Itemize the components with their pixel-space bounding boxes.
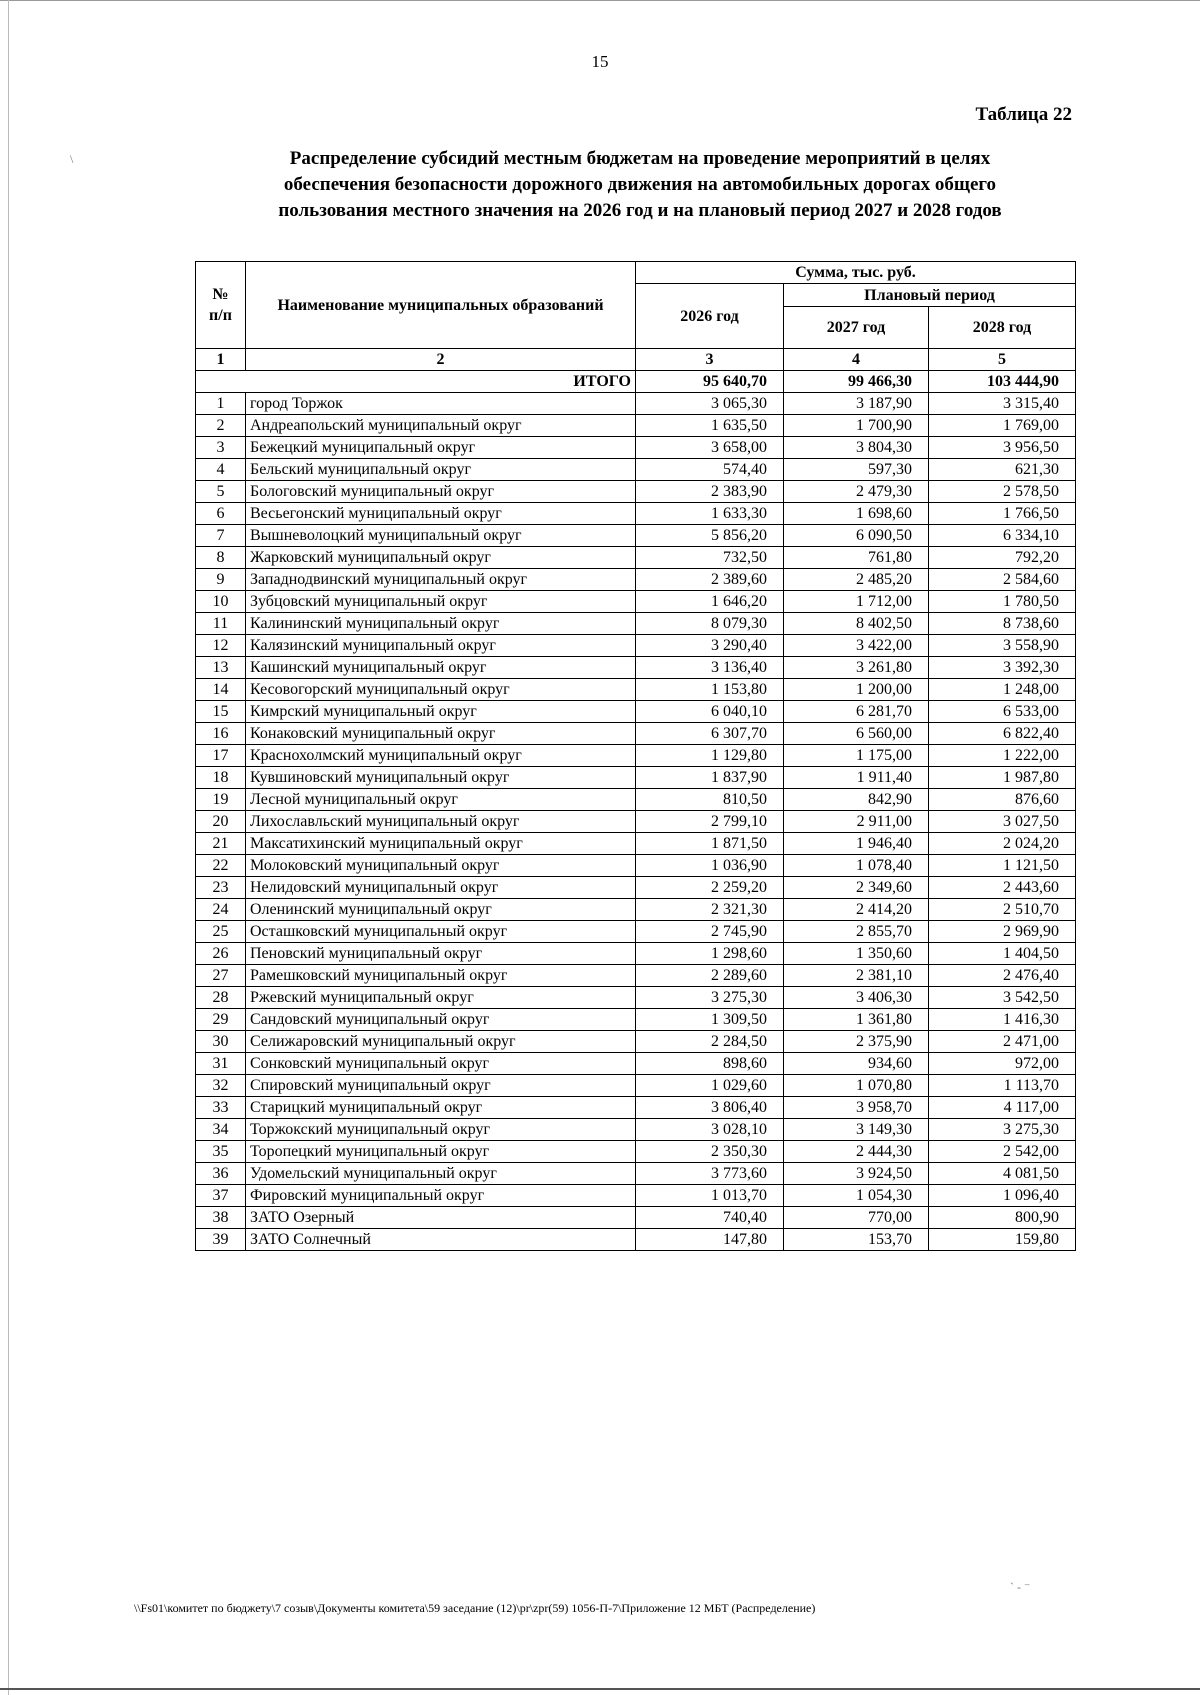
value-2026: 2 289,60 — [636, 965, 784, 987]
row-number: 26 — [196, 943, 246, 965]
municipality-name: Конаковский муниципальный округ — [246, 723, 636, 745]
scan-speck: ` - ⁻ — [1010, 1580, 1031, 1594]
row-number: 32 — [196, 1075, 246, 1097]
municipality-name: Ржевский муниципальный округ — [246, 987, 636, 1009]
municipality-name: Селижаровский муниципальный округ — [246, 1031, 636, 1053]
value-2027: 1 070,80 — [784, 1075, 929, 1097]
row-number: 31 — [196, 1053, 246, 1075]
scan-edge-left — [8, 0, 9, 1695]
table-row — [196, 1009, 1076, 1031]
value-2028: 876,60 — [929, 789, 1076, 811]
header-year-2028: 2028 год — [929, 307, 1076, 349]
table-row — [196, 921, 1076, 943]
value-2026: 1 153,80 — [636, 679, 784, 701]
row-number: 18 — [196, 767, 246, 789]
value-2028: 2 443,60 — [929, 877, 1076, 899]
row-number: 4 — [196, 459, 246, 481]
value-2026: 2 321,30 — [636, 899, 784, 921]
value-2026: 1 309,50 — [636, 1009, 784, 1031]
value-2027: 842,90 — [784, 789, 929, 811]
table-row — [196, 701, 1076, 723]
table-row — [196, 547, 1076, 569]
municipality-name: Кувшиновский муниципальный округ — [246, 767, 636, 789]
column-number: 1 — [196, 349, 246, 371]
value-2027: 2 855,70 — [784, 921, 929, 943]
value-2026: 2 259,20 — [636, 877, 784, 899]
value-2028: 1 404,50 — [929, 943, 1076, 965]
row-number: 3 — [196, 437, 246, 459]
value-2027: 1 361,80 — [784, 1009, 929, 1031]
value-2027: 1 175,00 — [784, 745, 929, 767]
value-2028: 3 956,50 — [929, 437, 1076, 459]
value-2026: 6 307,70 — [636, 723, 784, 745]
value-2027: 6 560,00 — [784, 723, 929, 745]
municipality-name: Фировский муниципальный округ — [246, 1185, 636, 1207]
table-row — [196, 1163, 1076, 1185]
value-2028: 1 121,50 — [929, 855, 1076, 877]
total-label: ИТОГО — [196, 371, 636, 393]
table-row — [196, 569, 1076, 591]
value-2027: 1 200,00 — [784, 679, 929, 701]
municipality-name: город Торжок — [246, 393, 636, 415]
value-2027: 3 261,80 — [784, 657, 929, 679]
municipality-name: Бологовский муниципальный округ — [246, 481, 636, 503]
municipality-name: Краснохолмский муниципальный округ — [246, 745, 636, 767]
column-number: 2 — [246, 349, 636, 371]
value-2026: 740,40 — [636, 1207, 784, 1229]
value-2028: 2 510,70 — [929, 899, 1076, 921]
value-2028: 2 542,00 — [929, 1141, 1076, 1163]
value-2028: 6 334,10 — [929, 525, 1076, 547]
value-2026: 3 773,60 — [636, 1163, 784, 1185]
value-2027: 2 444,30 — [784, 1141, 929, 1163]
value-2028: 2 476,40 — [929, 965, 1076, 987]
municipality-name: Торжокский муниципальный округ — [246, 1119, 636, 1141]
value-2028: 159,80 — [929, 1229, 1076, 1251]
value-2027: 1 946,40 — [784, 833, 929, 855]
value-2028: 1 780,50 — [929, 591, 1076, 613]
header-number-symbol: № — [212, 286, 229, 303]
value-2026: 1 029,60 — [636, 1075, 784, 1097]
row-number: 29 — [196, 1009, 246, 1031]
value-2027: 8 402,50 — [784, 613, 929, 635]
value-2028: 6 533,00 — [929, 701, 1076, 723]
table-row — [196, 393, 1076, 415]
municipality-name: Зубцовский муниципальный округ — [246, 591, 636, 613]
value-2027: 934,60 — [784, 1053, 929, 1075]
municipality-name: Западнодвинский муниципальный округ — [246, 569, 636, 591]
value-2028: 4 081,50 — [929, 1163, 1076, 1185]
value-2026: 3 658,00 — [636, 437, 784, 459]
row-number: 20 — [196, 811, 246, 833]
row-number: 7 — [196, 525, 246, 547]
value-2026: 574,40 — [636, 459, 784, 481]
value-2026: 2 284,50 — [636, 1031, 784, 1053]
value-2026: 3 065,30 — [636, 393, 784, 415]
value-2026: 2 350,30 — [636, 1141, 784, 1163]
row-number: 21 — [196, 833, 246, 855]
municipality-name: Торопецкий муниципальный округ — [246, 1141, 636, 1163]
table-row — [196, 833, 1076, 855]
value-2028: 1 248,00 — [929, 679, 1076, 701]
row-number: 37 — [196, 1185, 246, 1207]
value-2026: 1 635,50 — [636, 415, 784, 437]
header-number — [196, 262, 246, 349]
header-year-2026: 2026 год — [636, 284, 784, 349]
title-line: пользования местного значения на 2026 год и на плановый период 2027 и 2028 годов — [278, 200, 1002, 221]
municipality-name: Максатихинский муниципальный округ — [246, 833, 636, 855]
scan-edge-bottom — [0, 1688, 1200, 1690]
value-2026: 3 136,40 — [636, 657, 784, 679]
value-2028: 3 275,30 — [929, 1119, 1076, 1141]
value-2027: 1 911,40 — [784, 767, 929, 789]
value-2026: 2 383,90 — [636, 481, 784, 503]
value-2028: 2 024,20 — [929, 833, 1076, 855]
row-number: 15 — [196, 701, 246, 723]
table-row — [196, 767, 1076, 789]
value-2028: 621,30 — [929, 459, 1076, 481]
row-number: 38 — [196, 1207, 246, 1229]
value-2028: 2 584,60 — [929, 569, 1076, 591]
municipality-name: Калининский муниципальный округ — [246, 613, 636, 635]
value-2026: 1 036,90 — [636, 855, 784, 877]
value-2027: 2 479,30 — [784, 481, 929, 503]
value-2026: 5 856,20 — [636, 525, 784, 547]
document-title — [200, 146, 1080, 224]
scan-edge-top — [0, 0, 1200, 1]
table-row — [196, 459, 1076, 481]
value-2028: 1 096,40 — [929, 1185, 1076, 1207]
municipality-name: Сонковский муниципальный округ — [246, 1053, 636, 1075]
value-2028: 972,00 — [929, 1053, 1076, 1075]
municipality-name: ЗАТО Озерный — [246, 1207, 636, 1229]
municipality-name: Калязинский муниципальный округ — [246, 635, 636, 657]
value-2027: 2 414,20 — [784, 899, 929, 921]
table-row — [196, 1119, 1076, 1141]
value-2026: 3 275,30 — [636, 987, 784, 1009]
row-number: 30 — [196, 1031, 246, 1053]
value-2027: 2 911,00 — [784, 811, 929, 833]
value-2027: 6 090,50 — [784, 525, 929, 547]
value-2026: 3 806,40 — [636, 1097, 784, 1119]
value-2027: 3 924,50 — [784, 1163, 929, 1185]
row-number: 5 — [196, 481, 246, 503]
total-row — [196, 371, 1076, 393]
column-number: 5 — [929, 349, 1076, 371]
row-number: 8 — [196, 547, 246, 569]
value-2027: 3 187,90 — [784, 393, 929, 415]
table-row — [196, 525, 1076, 547]
value-2028: 2 578,50 — [929, 481, 1076, 503]
table-row — [196, 613, 1076, 635]
total-2028: 103 444,90 — [929, 371, 1076, 393]
table-row — [196, 899, 1076, 921]
value-2027: 3 958,70 — [784, 1097, 929, 1119]
municipality-name: Жарковский муниципальный округ — [246, 547, 636, 569]
value-2027: 2 349,60 — [784, 877, 929, 899]
table-row — [196, 415, 1076, 437]
row-number: 2 — [196, 415, 246, 437]
table-row — [196, 1075, 1076, 1097]
header-sum: Сумма, тыс. руб. — [636, 262, 1076, 284]
row-number: 36 — [196, 1163, 246, 1185]
value-2026: 1 013,70 — [636, 1185, 784, 1207]
value-2026: 1 298,60 — [636, 943, 784, 965]
value-2027: 3 422,00 — [784, 635, 929, 657]
municipality-name: Нелидовский муниципальный округ — [246, 877, 636, 899]
table-row — [196, 789, 1076, 811]
value-2026: 1 837,90 — [636, 767, 784, 789]
header-municipality: Наименование муниципальных образований — [246, 262, 636, 349]
value-2026: 810,50 — [636, 789, 784, 811]
value-2028: 3 027,50 — [929, 811, 1076, 833]
table-row — [196, 1097, 1076, 1119]
column-number-row — [196, 349, 1076, 371]
table-body — [196, 393, 1076, 1251]
row-number: 13 — [196, 657, 246, 679]
municipality-name: Старицкий муниципальный округ — [246, 1097, 636, 1119]
total-2027: 99 466,30 — [784, 371, 929, 393]
value-2027: 153,70 — [784, 1229, 929, 1251]
value-2026: 147,80 — [636, 1229, 784, 1251]
row-number: 39 — [196, 1229, 246, 1251]
value-2027: 3 406,30 — [784, 987, 929, 1009]
value-2028: 3 392,30 — [929, 657, 1076, 679]
municipality-name: Лихославльский муниципальный округ — [246, 811, 636, 833]
value-2027: 1 054,30 — [784, 1185, 929, 1207]
value-2028: 1 987,80 — [929, 767, 1076, 789]
value-2026: 6 040,10 — [636, 701, 784, 723]
row-number: 16 — [196, 723, 246, 745]
value-2027: 6 281,70 — [784, 701, 929, 723]
table-row — [196, 657, 1076, 679]
value-2026: 8 079,30 — [636, 613, 784, 635]
table-row — [196, 855, 1076, 877]
value-2027: 770,00 — [784, 1207, 929, 1229]
value-2026: 3 290,40 — [636, 635, 784, 657]
row-number: 6 — [196, 503, 246, 525]
municipality-name: Вышневолоцкий муниципальный округ — [246, 525, 636, 547]
value-2028: 2 969,90 — [929, 921, 1076, 943]
municipality-name: Андреапольский муниципальный округ — [246, 415, 636, 437]
value-2028: 4 117,00 — [929, 1097, 1076, 1119]
table-row — [196, 1053, 1076, 1075]
table-row — [196, 679, 1076, 701]
value-2026: 3 028,10 — [636, 1119, 784, 1141]
table-row — [196, 811, 1076, 833]
value-2027: 2 485,20 — [784, 569, 929, 591]
row-number: 11 — [196, 613, 246, 635]
value-2026: 1 129,80 — [636, 745, 784, 767]
table-row — [196, 877, 1076, 899]
row-number: 23 — [196, 877, 246, 899]
table-row — [196, 987, 1076, 1009]
value-2028: 3 315,40 — [929, 393, 1076, 415]
row-number: 9 — [196, 569, 246, 591]
municipality-name: Пеновский муниципальный округ — [246, 943, 636, 965]
value-2028: 800,90 — [929, 1207, 1076, 1229]
value-2026: 1 633,30 — [636, 503, 784, 525]
scan-speck: \ — [70, 152, 74, 166]
value-2026: 2 389,60 — [636, 569, 784, 591]
municipality-name: ЗАТО Солнечный — [246, 1229, 636, 1251]
value-2027: 3 149,30 — [784, 1119, 929, 1141]
municipality-name: Рамешковский муниципальный округ — [246, 965, 636, 987]
row-number: 12 — [196, 635, 246, 657]
table-row — [196, 1141, 1076, 1163]
value-2028: 3 542,50 — [929, 987, 1076, 1009]
row-number: 17 — [196, 745, 246, 767]
municipality-name: Лесной муниципальный округ — [246, 789, 636, 811]
municipality-name: Спировский муниципальный округ — [246, 1075, 636, 1097]
municipality-name: Бежецкий муниципальный округ — [246, 437, 636, 459]
value-2026: 1 871,50 — [636, 833, 784, 855]
value-2026: 732,50 — [636, 547, 784, 569]
value-2028: 1 766,50 — [929, 503, 1076, 525]
value-2028: 792,20 — [929, 547, 1076, 569]
municipality-name: Удомельский муниципальный округ — [246, 1163, 636, 1185]
row-number: 22 — [196, 855, 246, 877]
table-row — [196, 745, 1076, 767]
value-2027: 1 350,60 — [784, 943, 929, 965]
header-number-abbr: п/п — [209, 307, 232, 324]
table-row — [196, 1031, 1076, 1053]
row-number: 33 — [196, 1097, 246, 1119]
municipality-name: Осташковский муниципальный округ — [246, 921, 636, 943]
row-number: 35 — [196, 1141, 246, 1163]
total-2026: 95 640,70 — [636, 371, 784, 393]
table-row — [196, 1185, 1076, 1207]
value-2028: 2 471,00 — [929, 1031, 1076, 1053]
table-row — [196, 1207, 1076, 1229]
municipality-name: Сандовский муниципальный округ — [246, 1009, 636, 1031]
column-number: 4 — [784, 349, 929, 371]
value-2026: 1 646,20 — [636, 591, 784, 613]
header-year-2027: 2027 год — [784, 307, 929, 349]
table-row — [196, 943, 1076, 965]
municipality-name: Кесовогорский муниципальный округ — [246, 679, 636, 701]
value-2027: 3 804,30 — [784, 437, 929, 459]
table-row — [196, 437, 1076, 459]
value-2028: 1 222,00 — [929, 745, 1076, 767]
municipality-name: Кимрский муниципальный округ — [246, 701, 636, 723]
table-row — [196, 635, 1076, 657]
municipality-name: Весьегонский муниципальный округ — [246, 503, 636, 525]
municipality-name: Молоковский муниципальный округ — [246, 855, 636, 877]
row-number: 27 — [196, 965, 246, 987]
row-number: 24 — [196, 899, 246, 921]
row-number: 10 — [196, 591, 246, 613]
value-2027: 2 375,90 — [784, 1031, 929, 1053]
value-2028: 8 738,60 — [929, 613, 1076, 635]
value-2028: 1 769,00 — [929, 415, 1076, 437]
value-2027: 2 381,10 — [784, 965, 929, 987]
title-line: обеспечения безопасности дорожного движения на автомобильных дорогах общего — [283, 174, 997, 195]
value-2026: 898,60 — [636, 1053, 784, 1075]
value-2028: 1 113,70 — [929, 1075, 1076, 1097]
municipality-name: Бельский муниципальный округ — [246, 459, 636, 481]
value-2027: 1 698,60 — [784, 503, 929, 525]
table-row — [196, 965, 1076, 987]
row-number: 1 — [196, 393, 246, 415]
row-number: 34 — [196, 1119, 246, 1141]
table-label: Таблица 22 — [975, 104, 1072, 125]
value-2026: 2 799,10 — [636, 811, 784, 833]
row-number: 14 — [196, 679, 246, 701]
header-plan-period: Плановый период — [784, 284, 1076, 307]
row-number: 25 — [196, 921, 246, 943]
value-2027: 761,80 — [784, 547, 929, 569]
value-2027: 1 078,40 — [784, 855, 929, 877]
value-2027: 1 700,90 — [784, 415, 929, 437]
table-row — [196, 1229, 1076, 1251]
column-number: 3 — [636, 349, 784, 371]
subsidy-table — [195, 261, 1076, 1251]
row-number: 19 — [196, 789, 246, 811]
table-row — [196, 503, 1076, 525]
table-row — [196, 723, 1076, 745]
municipality-name: Оленинский муниципальный округ — [246, 899, 636, 921]
municipality-name: Кашинский муниципальный округ — [246, 657, 636, 679]
value-2026: 2 745,90 — [636, 921, 784, 943]
value-2027: 597,30 — [784, 459, 929, 481]
value-2028: 3 558,90 — [929, 635, 1076, 657]
page-number: 15 — [591, 52, 609, 71]
table-row — [196, 481, 1076, 503]
value-2027: 1 712,00 — [784, 591, 929, 613]
value-2028: 1 416,30 — [929, 1009, 1076, 1031]
value-2028: 6 822,40 — [929, 723, 1076, 745]
title-line: Распределение субсидий местным бюджетам на проведение мероприятий в целях — [289, 148, 991, 169]
footer-file-path: \\Fs01\комитет по бюджету\7 созыв\Документы комитета\59 заседание (12)\pr\zpr(59) 1056-П-7\Приложение 12 МБТ (Распределение) — [134, 1601, 816, 1615]
table-row — [196, 591, 1076, 613]
row-number: 28 — [196, 987, 246, 1009]
